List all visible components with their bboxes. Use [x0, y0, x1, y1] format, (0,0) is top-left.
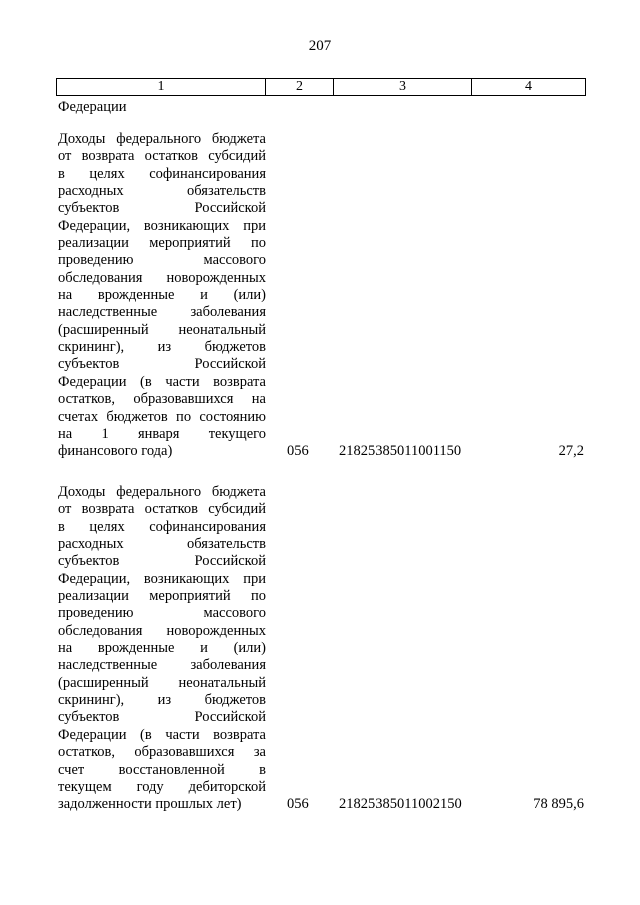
- entry-description-line: скрининг), из бюджетов: [58, 692, 266, 709]
- entry-description-line: Федерации, возникающих при: [58, 217, 266, 234]
- column-header-row: [56, 78, 586, 96]
- entry-description-line: в целях софинансирования: [58, 518, 266, 535]
- entry-description-line: Доходы федерального бюджета: [58, 131, 266, 147]
- entry-kbk: 21825385011002150: [339, 796, 462, 813]
- entry-description-line: реализации мероприятий по: [58, 588, 266, 605]
- entry-code: 056: [287, 796, 309, 813]
- entry-description-line: задолженности прошлых лет): [58, 796, 242, 813]
- column-header-3: 3: [334, 79, 472, 95]
- entry-description: [58, 484, 266, 814]
- entry-description-line: наследственные заболевания: [58, 657, 266, 674]
- entry-amount: 78 895,6: [533, 796, 584, 813]
- column-header-1: 1: [57, 79, 266, 95]
- entry-description-line: остатков, образовавшихся за: [58, 744, 266, 761]
- entry-description-line: от возврата остатков субсидий: [58, 148, 266, 165]
- entry-description-line: текущем году дебиторской: [58, 778, 266, 795]
- entry-description-line: наследственные заболевания: [58, 304, 266, 321]
- entry-description-line: остатков, образовавшихся на: [58, 391, 266, 408]
- entry-description-line: Федерации (в части возврата: [58, 373, 266, 390]
- entry-description-line: расходных обязательств: [58, 536, 266, 553]
- entry-description-line: субъектов Российской: [58, 709, 266, 726]
- entry-description-line: обследования новорожденных: [58, 269, 266, 286]
- entry-description-line: в целях софинансирования: [58, 165, 266, 182]
- entry-description-line: Доходы федерального бюджета: [58, 484, 266, 500]
- entry-description-line: на врожденные и (или): [58, 640, 266, 657]
- entry-description-line: проведению массового: [58, 605, 266, 622]
- entry-description-line: на врожденные и (или): [58, 287, 266, 304]
- entry-description-line: скрининг), из бюджетов: [58, 339, 266, 356]
- entry-description-line: проведению массового: [58, 252, 266, 269]
- entry-description-line: Федерации, возникающих при: [58, 570, 266, 587]
- entry-description-line: субъектов Российской: [58, 356, 266, 373]
- entry-description-line: (расширенный неонатальный: [58, 321, 266, 338]
- entry-description-line: финансового года): [58, 443, 173, 460]
- entry-description: [58, 131, 266, 461]
- page-number: 207: [308, 38, 332, 54]
- column-header-2: 2: [266, 79, 334, 95]
- entry-description-line: обследования новорожденных: [58, 622, 266, 639]
- entry-description-line: субъектов Российской: [58, 553, 266, 570]
- entry-description-line: субъектов Российской: [58, 200, 266, 217]
- entry-description-line: Федерации (в части возврата: [58, 726, 266, 743]
- entry-kbk: 21825385011001150: [339, 443, 462, 460]
- entry-description-line: счетах бюджетов по состоянию: [58, 408, 266, 425]
- entry-description-line: расходных обязательств: [58, 183, 266, 200]
- entry-description-line: счет восстановленной в: [58, 761, 266, 778]
- entry-description-line: реализации мероприятий по: [58, 235, 266, 252]
- entry-description-line: (расширенный неонатальный: [58, 674, 266, 691]
- entry-description-line: от возврата остатков субсидий: [58, 501, 266, 518]
- entry-amount: 27,2: [558, 443, 584, 460]
- continued-text: Федерации: [58, 99, 127, 115]
- entry-description-line: на 1 января текущего: [58, 425, 266, 442]
- entry-code: 056: [287, 443, 309, 460]
- column-header-4: 4: [525, 79, 532, 94]
